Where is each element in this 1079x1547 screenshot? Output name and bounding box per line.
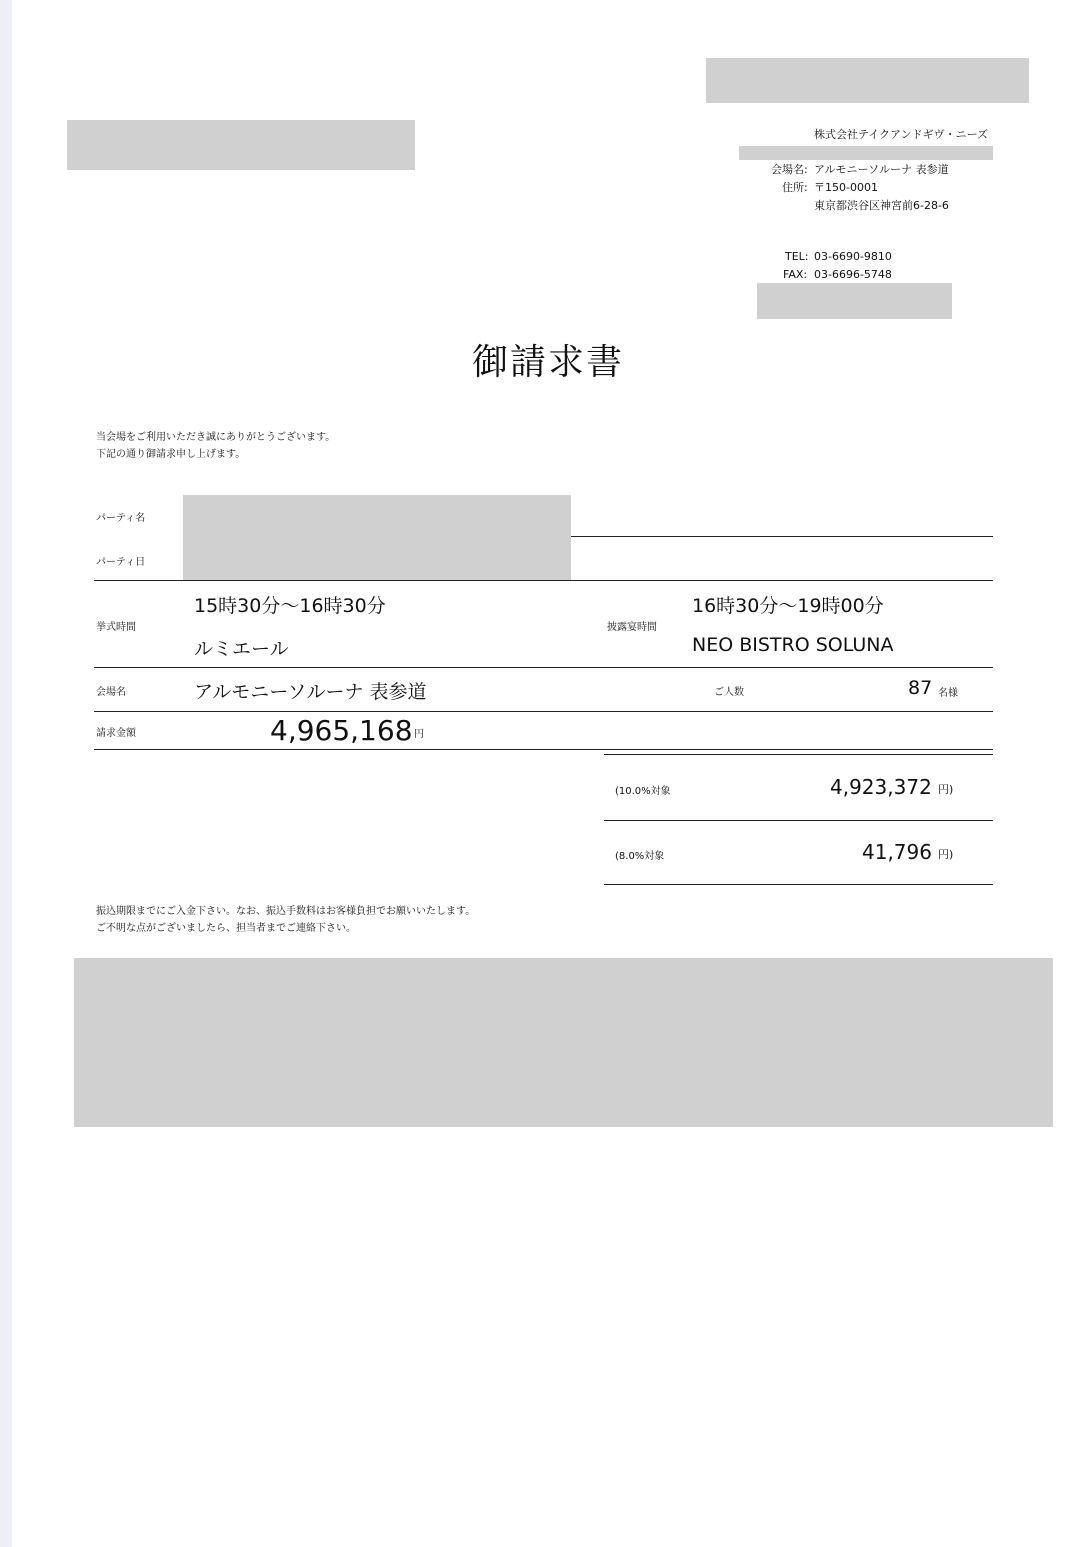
note-line-1: 振込期限までにご入金下さい。なお、振込手数料はお客様負担でお願いいたします。 xyxy=(96,906,476,917)
ceremony-place: ルミエール xyxy=(194,638,289,660)
tax-8-value: 41,796 xyxy=(862,840,932,864)
ceremony-time-label: 挙式時間 xyxy=(96,622,136,633)
invoice-title: 御請求書 xyxy=(472,342,625,383)
redacted-recipient xyxy=(67,120,415,170)
redacted-company-line xyxy=(739,146,993,160)
venue-label: 会場名 xyxy=(96,687,126,698)
invoice-page xyxy=(12,0,1079,1547)
row-divider xyxy=(94,711,993,712)
company-fax-label: FAX: xyxy=(783,268,808,281)
billing-label: 請求金額 xyxy=(96,728,136,739)
redacted-contact xyxy=(757,283,952,319)
company-address-label: 住所: xyxy=(782,181,808,194)
redacted-party-info xyxy=(183,495,571,580)
tax-10-unit: 円) xyxy=(938,783,954,796)
redacted-block-top-right xyxy=(706,58,1029,103)
company-tel: 03-6690-9810 xyxy=(814,250,892,263)
company-postal: 〒150-0001 xyxy=(814,181,878,194)
row-divider xyxy=(571,536,993,537)
company-venue-label: 会場名: xyxy=(771,163,808,176)
reception-time-label: 披露宴時間 xyxy=(607,622,657,633)
note-line-2: ご不明な点がございましたら、担当者までご連絡下さい。 xyxy=(96,923,356,934)
company-tel-label: TEL: xyxy=(785,250,809,263)
guests-unit: 名様 xyxy=(938,688,958,699)
guests-label: ご人数 xyxy=(714,687,744,698)
row-divider xyxy=(604,884,993,885)
row-divider xyxy=(604,754,993,755)
company-venue-value: アルモニーソルーナ 表参道 xyxy=(814,163,949,176)
row-divider xyxy=(604,820,993,821)
party-date-label: パーティ日 xyxy=(96,557,146,568)
venue-value: アルモニーソルーナ 表参道 xyxy=(194,681,427,703)
tax-10-value: 4,923,372 xyxy=(830,775,932,799)
party-name-label: パーティ名 xyxy=(96,513,146,524)
intro-line-2: 下記の通り御請求申し上げます。 xyxy=(96,449,246,460)
tax-10-label: (10.0%対象 xyxy=(615,786,671,797)
reception-time: 16時30分〜19時00分 xyxy=(692,595,884,617)
ceremony-time: 15時30分〜16時30分 xyxy=(194,595,386,617)
billing-unit: 円 xyxy=(414,729,424,740)
tax-8-unit: 円) xyxy=(938,848,954,861)
row-divider xyxy=(94,749,993,750)
row-divider xyxy=(94,667,993,668)
company-fax: 03-6696-5748 xyxy=(814,268,892,281)
billing-amount: 4,965,168 xyxy=(270,714,413,747)
guests-count: 87 xyxy=(908,677,933,699)
company-address: 東京都渋谷区神宮前6-28-6 xyxy=(814,199,949,212)
tax-8-label: (8.0%対象 xyxy=(615,851,665,862)
row-divider xyxy=(94,580,993,581)
intro-line-1: 当会場をご利用いただき誠にありがとうございます。 xyxy=(96,432,336,443)
company-name: 株式会社テイクアンドギヴ・ニーズ xyxy=(814,128,989,141)
reception-place: NEO BISTRO SOLUNA xyxy=(692,634,894,656)
redacted-footer-block xyxy=(74,958,1053,1127)
